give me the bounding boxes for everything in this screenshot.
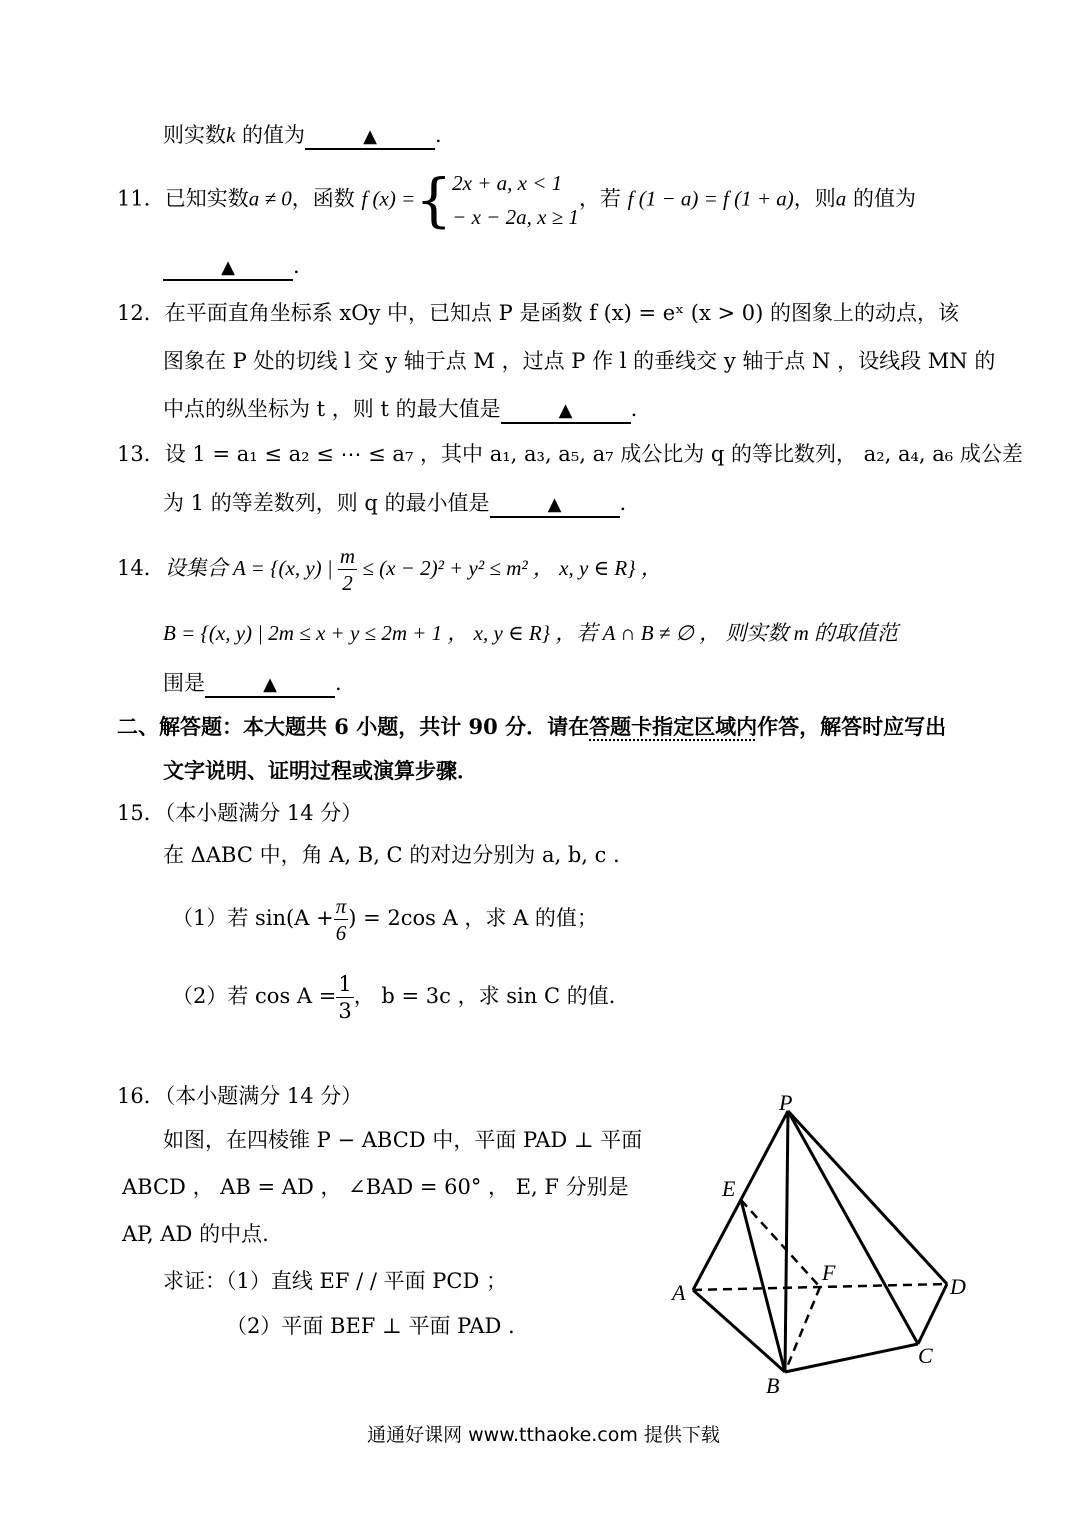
answer-blank[interactable]: ▲: [490, 492, 620, 518]
q16-line3: AP, AD 的中点.: [122, 1222, 269, 1246]
label-B: B: [766, 1373, 780, 1398]
edge-CD: [918, 1284, 947, 1344]
section-2-title-line2: 文字说明、证明过程或演算步骤．: [163, 758, 478, 783]
question-number: 13．: [117, 442, 165, 466]
question-14: 14．设集合 A = {(x, y) | $\frac{m}{2}$ ≤ (x − 2)² + y² ≤ m² ， x, y ∈ R} ，: [117, 544, 662, 595]
q10-after: 的值为: [235, 123, 306, 147]
label-P: P: [779, 1090, 793, 1115]
q10-var: k: [226, 123, 236, 147]
edge-BC: [785, 1344, 918, 1372]
question-11: 11．已知实数a ≠ 0，函数 f (x) ={ 2x + a, x < 1 − x − 2a, x ≥ 1 ，若 f (1 − a) = f (1 + a)，则a 的值为: [117, 166, 916, 234]
q13-line1: 设 1 = a₁ ≤ a₂ ≤ ⋯ ≤ a₇ ，其中 a₁, a₃, a₅, a₇ 成公比为 q 的等比数列， a₂, a₄, a₆ 成公差: [164, 442, 1023, 466]
q15-part2: （2）若 cos A = $\frac{1}{3}$ ， b = 3c ，求 sin C 的值．: [172, 972, 630, 1023]
answer-blank[interactable]: ▲: [501, 398, 631, 424]
label-C: C: [918, 1343, 933, 1368]
question-number: 15．: [117, 801, 165, 825]
score-note: （本小题满分 14 分）: [164, 1084, 363, 1108]
question-number: 14．: [117, 556, 165, 580]
label-D: D: [950, 1274, 966, 1299]
label-A: A: [672, 1280, 686, 1305]
question-number: 11．: [117, 186, 165, 211]
edge-PB: [785, 1111, 788, 1372]
q14-line2: B = {(x, y) | 2m ≤ x + y ≤ 2m + 1 ， x, y ∈ R} ，若 A ∩ B ≠ ∅ ， 则实数 m 的取值范: [163, 621, 898, 645]
question-15: [117, 800, 362, 826]
label-F: F: [822, 1260, 836, 1285]
q15-part1: （1）若 sin(A + $\frac{\pi}{6}$ ) = 2cos A ，求 A 的值；: [172, 894, 598, 945]
answer-blank[interactable]: ▲: [163, 255, 293, 281]
q16-line2: ABCD ， AB = AD ， ∠BAD = 60° ， E, F 分别是: [122, 1175, 629, 1199]
fraction-1-over-3: $\frac{1}{3}$: [338, 972, 352, 1023]
q16-line4: 求证：（1）直线 EF / / 平面 PCD ；: [163, 1269, 507, 1293]
edge-PD: [788, 1111, 947, 1284]
q12-line3: 中点的纵坐标为 t ，则 t 的最大值是 ▲ .: [163, 396, 637, 424]
q11-answer-line: ▲ .: [163, 253, 300, 281]
piecewise-brace: {: [415, 166, 453, 234]
score-note: （本小题满分 14 分）: [164, 801, 363, 825]
fraction-m-over-2: $\frac{m}{2}$: [339, 544, 356, 595]
solid-edges: [693, 1111, 947, 1372]
q16-line1: 如图，在四棱锥 P − ABCD 中，平面 PAD ⊥ 平面: [163, 1128, 643, 1152]
page-footer: 通通好课网 www.tthaoke.com 提供下载: [367, 1424, 720, 1446]
answer-blank[interactable]: ▲: [205, 672, 335, 698]
question-16: [117, 1083, 362, 1109]
question-number: 16．: [117, 1084, 165, 1108]
answer-blank[interactable]: ▲: [305, 124, 435, 150]
piecewise-cases: 2x + a, x < 1 − x − 2a, x ≥ 1: [452, 171, 579, 229]
q12-line2: 图象在 P 处的切线 l 交 y 轴于点 M ，过点 P 作 l 的垂线交 y 轴于点 N ，设线段 MN 的: [163, 349, 996, 373]
section-2-title: 二、解答题：本大题共 6 小题，共计 90 分．请在答题卡指定区域内作答，解答时应写出: [117, 714, 947, 739]
fraction-pi-over-6: $\frac{\pi}{6}$: [335, 894, 347, 945]
q14-line3: 围是 ▲ .: [163, 670, 342, 698]
question-number: 12．: [117, 301, 165, 325]
question-13: [117, 441, 1023, 467]
label-E: E: [722, 1176, 736, 1201]
edge-FB-hidden: [785, 1287, 820, 1372]
emphasis-dotted: 答题卡指定区域内: [589, 714, 758, 739]
pyramid-figure: [660, 1088, 980, 1408]
edge-PC: [788, 1111, 918, 1344]
edge-AB: [693, 1290, 785, 1372]
question-12: [117, 300, 959, 326]
q10-tail: 则实数k 的值为 ▲ .: [163, 122, 442, 150]
q15-stem: 在 ΔABC 中，角 A, B, C 的对边分别为 a, b, c ．: [163, 843, 635, 867]
q16-line5: （2）平面 BEF ⊥ 平面 PAD .: [226, 1314, 515, 1338]
q12-line1: 在平面直角坐标系 xOy 中，已知点 P 是函数 f (x) = eˣ (x > 0) 的图象上的动点，该: [164, 301, 959, 325]
q13-line2: 为 1 的等差数列，则 q 的最小值是 ▲ .: [163, 490, 626, 518]
q10-text: 则实数: [163, 123, 226, 147]
